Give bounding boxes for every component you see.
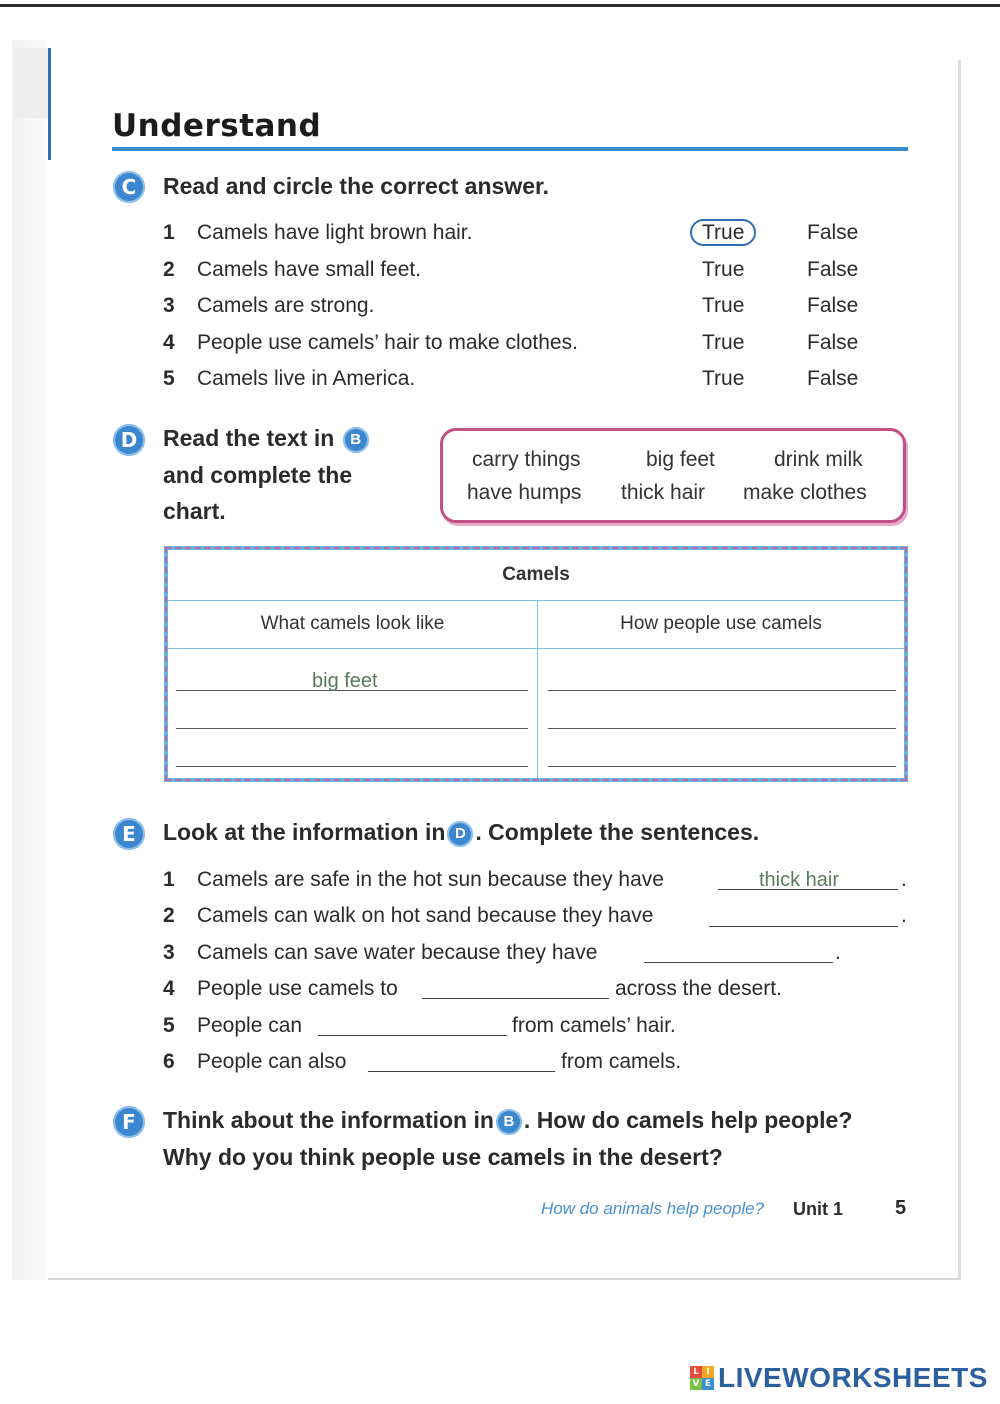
item-number: 4 (163, 331, 175, 354)
answer-blank[interactable] (422, 998, 609, 999)
section-d-instruction-line2: and complete the (163, 462, 353, 488)
false-option[interactable]: False (807, 258, 859, 281)
section-d-instruction-line3: chart. (163, 498, 226, 524)
sentence-start: People can also (197, 1050, 347, 1073)
section-d-badge: D (113, 424, 145, 456)
section-c-instruction: Read and circle the correct answer. (163, 173, 550, 199)
instruction-text: . Complete the sentences. (475, 819, 760, 845)
logo-letter: L (690, 1366, 702, 1378)
false-option[interactable]: False (807, 331, 859, 354)
ref-badge-b: B (343, 427, 369, 453)
chart-col-header-use: How people use camels (620, 613, 822, 634)
item-number: 2 (163, 258, 175, 281)
answer-line[interactable] (548, 690, 896, 691)
sentence-start: Camels can walk on hot sand because they have (197, 904, 654, 927)
false-option[interactable]: False (807, 367, 859, 390)
answer-line[interactable] (176, 728, 528, 729)
section-f-badge: F (113, 1106, 145, 1138)
footer-unit: Unit 1 (793, 1199, 844, 1219)
sentence-end: . (901, 904, 907, 927)
true-option[interactable]: True (702, 258, 745, 281)
sentence-start: People can (197, 1014, 303, 1037)
section-c-badge: C (113, 171, 145, 203)
word-chip[interactable]: big feet (646, 448, 715, 471)
sentence-start: Camels are safe in the hot sun because they have (197, 868, 664, 891)
item-number: 3 (163, 941, 175, 964)
section-f-question-line1 (163, 1107, 852, 1135)
sentence-end: from camels. (561, 1050, 682, 1073)
true-option[interactable]: True (702, 294, 745, 317)
logo-letter: V (690, 1378, 702, 1390)
page-edge-right (958, 60, 961, 1280)
false-option[interactable]: False (807, 294, 859, 317)
sentence-answer: thick hair (759, 869, 840, 891)
word-chip[interactable]: carry things (472, 448, 581, 471)
answer-line[interactable] (548, 766, 896, 767)
ref-badge-d: D (447, 821, 473, 847)
liveworksheets-logo (690, 1362, 988, 1394)
instruction-text: . How do camels help people? (523, 1107, 853, 1133)
liveworksheets-text: LIVEWORKSHEETS (718, 1362, 988, 1393)
sentence-end: from camels’ hair. (512, 1014, 676, 1037)
scan-top-edge (0, 4, 1000, 7)
logo-letter: E (702, 1378, 714, 1390)
sentence-end: . (901, 868, 907, 891)
sentence-start: Camels can save water because they have (197, 941, 598, 964)
instruction-text: Read the text in (163, 425, 335, 451)
answer-blank[interactable] (318, 1035, 507, 1036)
item-number: 6 (163, 1050, 175, 1073)
word-chip[interactable]: drink milk (774, 448, 863, 471)
word-box (440, 428, 906, 523)
statement-text: Camels live in America. (197, 367, 416, 390)
page-shadow (12, 40, 46, 1280)
answer-blank[interactable] (709, 926, 898, 927)
answer-line[interactable] (548, 728, 896, 729)
instruction-text: Think about the information in (163, 1107, 494, 1133)
false-option[interactable]: False (807, 221, 859, 244)
footer-question: How do animals help people? (541, 1199, 765, 1218)
item-number: 2 (163, 904, 175, 927)
sentence-end: . (835, 941, 841, 964)
chart-title: Camels (502, 564, 570, 585)
word-chip[interactable]: make clothes (743, 481, 867, 504)
page-edge-bottom (48, 1278, 960, 1280)
item-number: 1 (163, 221, 175, 244)
chart-answer: big feet (312, 670, 378, 692)
sentence-start: People use camels to (197, 977, 398, 1000)
statement-text: Camels are strong. (197, 294, 375, 317)
item-number: 5 (163, 1014, 175, 1037)
page-heading: Understand (112, 108, 322, 144)
answer-blank[interactable] (644, 962, 833, 963)
statement-text: People use camels’ hair to make clothes. (197, 331, 578, 354)
chart-divider (168, 648, 904, 649)
item-number: 5 (163, 367, 175, 390)
item-number: 3 (163, 294, 175, 317)
section-e-instruction (163, 819, 759, 847)
statement-text: Camels have light brown hair. (197, 221, 473, 244)
page-number: 5 (895, 1197, 907, 1219)
answer-blank[interactable] (368, 1071, 555, 1072)
true-option-circled[interactable]: True (690, 219, 756, 246)
section-d-instruction-line1 (163, 425, 371, 453)
page-edge-accent (48, 48, 51, 160)
page-tab (14, 48, 50, 118)
ref-badge-b: B (496, 1109, 522, 1135)
sentence-end: across the desert. (615, 977, 782, 1000)
instruction-text: Look at the information in (163, 819, 446, 845)
section-e-badge: E (113, 818, 145, 850)
section-f-question-line2: Why do you think people use camels in the desert? (163, 1144, 723, 1170)
statement-text: Camels have small feet. (197, 258, 422, 281)
chart-col-header-look: What camels look like (260, 613, 445, 634)
item-number: 1 (163, 868, 175, 891)
true-option[interactable]: True (702, 331, 745, 354)
item-number: 4 (163, 977, 175, 1000)
answer-line[interactable] (176, 766, 528, 767)
heading-rule (112, 147, 908, 151)
word-chip[interactable]: thick hair (621, 481, 706, 504)
logo-letter: I (702, 1366, 714, 1378)
word-chip[interactable]: have humps (467, 481, 582, 504)
true-option[interactable]: True (702, 367, 745, 390)
liveworksheets-icon (690, 1366, 714, 1390)
camels-chart (164, 546, 908, 782)
